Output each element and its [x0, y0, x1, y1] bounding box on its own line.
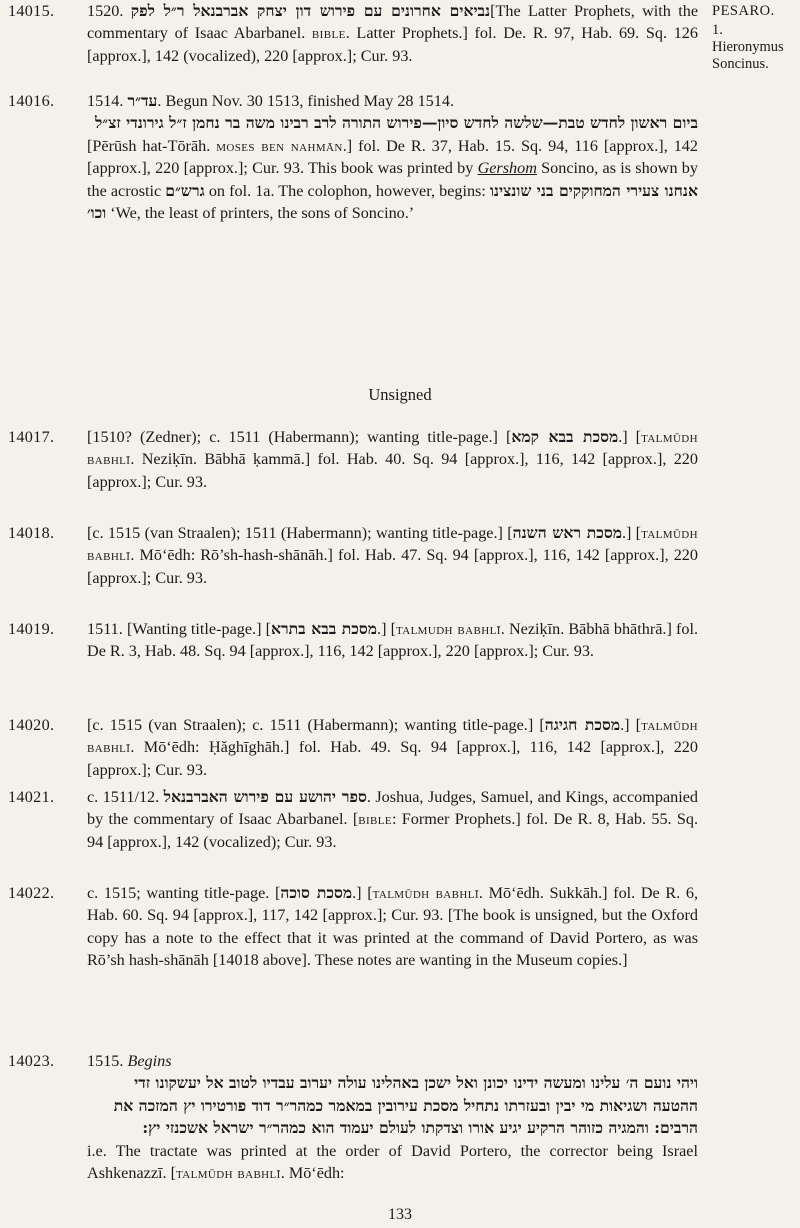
entry-14022 [8, 882, 698, 972]
entry-body [87, 714, 698, 781]
entry-text: . Neziḳīn. Bābhā bhāthrā.] fol. De R. 3, Hab. 48. Sq. 94 [approx.], 116, 142 [approx.], 220 [approx.]; Cur. 93. [87, 620, 698, 661]
margin-notes [712, 0, 800, 73]
entry-body [87, 882, 698, 972]
entry-14021 [8, 786, 698, 853]
entry-text: i.e. The tractate was printed at the order of David Portero, the corrector being Israel Ashkenazzī. [ [87, 1141, 698, 1183]
entry-text: . Mō‘ēdh. Sukkāh.] fol. De R. 6, Hab. 60. Sq. 94 [approx.], 117, 142 [approx.]; Cur. 93. [The book is unsigned, but the Oxford copy has a note to the effect that it was printed at the command of David Portero, as was Rō’sh hash-shānāh [14018 above]. These notes are wanting in the Museum copies.] [87, 884, 699, 970]
entry-text: . Begun Nov. 30 1513, finished May 28 1514. [157, 92, 454, 110]
catalogue-heading: talmūdh babhlī [176, 1164, 281, 1183]
entry-body [87, 90, 698, 224]
entry-number: 14022. [8, 884, 55, 902]
hebrew-incipit: ביום ראשון לחדש טבת—שלשה לחדש סיון—פירוש התורה לרב רבינו משה בר נחמן ז״ל גירונדי זצ״ל [95, 113, 698, 133]
entry-number: 14021. [8, 788, 55, 806]
entry-text: . Latter Prophets.] fol. De. R. 97, Hab. 69. Sq. 126 [approx.], 142 (vocalized), 220 [approx.]; Cur. 93. [87, 24, 698, 65]
entry-text: . Neziḳīn. Bābhā ḳammā.] fol. Hab. 40. Sq. 94 [approx.], 116, 142 [approx.], 220 [approx.]; Cur. 93. [87, 450, 698, 491]
entry-14015 [8, 0, 698, 67]
entry-number: 14019. [8, 620, 55, 638]
entry-text: . Mō‘ēdh: Ḥăghīghāh.] fol. Hab. 49. Sq. 94 [approx.], 116, 142 [approx.], 220 [approx.]; Cur. 93. [87, 738, 698, 779]
entry-year: 1515. [87, 1052, 128, 1070]
hebrew-acrostic: גרש״ם [165, 180, 205, 200]
page-number: 133 [388, 1206, 412, 1223]
entry-body [87, 786, 698, 853]
catalogue-heading: talmudh babhlī [395, 620, 501, 638]
catalogue-heading: talmūdh babhlī [87, 524, 698, 565]
entry-text: [c. 1515 (van Straalen); c. 1511 (Habermann); wanting title-page.] [ [87, 716, 545, 734]
catalogue-heading: bible [311, 24, 346, 43]
entry-number: 14016. [8, 92, 55, 110]
printer-name: Gershom [477, 159, 537, 178]
entry-text: Soncino, as is shown by the acrostic [87, 159, 698, 200]
entry-text: [The Latter Prophets, with the commentary of Isaac Abarbanel. [87, 2, 699, 43]
entry-text: .] [ [620, 716, 642, 734]
entry-text: 1511. [Wanting title-page.] [ [87, 620, 271, 638]
entry-text: [1510? (Zedner); c. 1511 (Habermann); wanting title-page.] [ [87, 428, 512, 446]
entry-text: .] [ [377, 620, 396, 638]
hebrew-title: מסכת בבא בתרא [271, 619, 378, 638]
hebrew-title: נביאים אחרונים עם פירוש דון יצחק אברבנאל ר״ל לפק [130, 1, 491, 20]
entry-text: .] [ [352, 884, 373, 902]
entry-body [87, 426, 698, 493]
margin-note: 1. Hieronymus Soncinus. [712, 22, 784, 72]
entry-14023 [8, 1050, 698, 1184]
entry-year: 1514. [87, 92, 128, 110]
entry-text: [c. 1515 (van Straalen); 1511 (Habermann); wanting title-page.] [ [87, 524, 513, 542]
entry-text: .] [ [621, 524, 642, 542]
entry-text: .] fol. De R. 37, Hab. 15. Sq. 94, 116 [approx.], 142 [approx.], 220 [approx.]; Cur. 93. This book was printed by [87, 136, 698, 178]
hebrew-year: עד״ר [127, 91, 158, 110]
entry-14019 [8, 618, 698, 663]
begins-label: Begins [127, 1052, 172, 1070]
entry-text: c. 1511/12. [87, 788, 164, 806]
hebrew-colophon: אנחנו צעירי המחוקקים בני שונצינו וכו׳ [87, 180, 698, 223]
entry-text: . Joshua, Judges, Samuel, and Kings, accompanied by the commentary of Isaac Abarbanel. [ [87, 788, 698, 829]
entry-number: 14020. [8, 716, 55, 734]
entry-body [87, 1050, 698, 1184]
catalogue-heading: talmūdh babhlī [87, 428, 698, 469]
entry-text: c. 1515; wanting title-page. [ [87, 884, 281, 902]
catalogue-heading: talmūdh babhlī [87, 716, 698, 757]
hebrew-title: מסכת בבא קמא [511, 427, 619, 446]
hebrew-title: מסכת ראש השנה [512, 523, 622, 542]
entry-14018 [8, 522, 698, 589]
entry-number: 14015. [8, 2, 55, 20]
entry-14017 [8, 426, 698, 493]
catalogue-heading: talmūdh babhlī [372, 884, 479, 902]
hebrew-incipit: ויהי נועם ה׳ עלינו ומעשה ידינו יכונן ואל ישכן באהלינו עולה יערוב עבדיו לטוב אל יעשקונו זדי ההטעה ושגיאות מי יבין ובעזרתו נתחיל מסכת עירובין במאמר כמהר״ר דוד פורטירו יץ המזכה את הרבים: והמגיה כזוהר הרקיע יגיע אורו וצדקתו לעולם יעמוד הוא כמהר״ר ישראל אשכנזי יץ: [113, 1073, 698, 1138]
entry-text: on fol. 1a. The colophon, however, begins: [204, 181, 490, 200]
entry-text: . Mō‘ēdh: Rō’sh-hash-shānāh.] fol. Hab. 47. Sq. 94 [approx.], 116, 142 [approx.], 220 [approx.]; Cur. 93. [87, 546, 698, 587]
margin-heading: PESARO. [712, 3, 775, 19]
entry-number: 14017. [8, 428, 55, 446]
entry-number: 14018. [8, 524, 55, 542]
entry-text: .] [ [618, 428, 642, 446]
entry-body [87, 522, 698, 589]
hebrew-title: מסכת חגיגה [544, 715, 621, 734]
entry-text: : Former Prophets.] fol. De R. 8, Hab. 55. Sq. 94 [approx.], 142 (vocalized); Cur. 93. [87, 810, 699, 851]
unsigned-heading: Unsigned [368, 385, 432, 404]
entry-year: 1520. [87, 2, 124, 20]
entry-14016 [8, 90, 698, 224]
entry-number: 14023. [8, 1052, 55, 1070]
entry-body [87, 618, 698, 663]
hebrew-title: ספר יהושע עם פירוש האברבנאל [163, 787, 367, 806]
catalogue-heading: moses ben nahmān [216, 136, 343, 155]
entry-body [87, 0, 698, 67]
entry-14020 [8, 714, 698, 781]
catalogue-heading: bible [358, 810, 392, 829]
entry-text: . Mō‘ēdh: [280, 1164, 345, 1183]
hebrew-title: מסכת סוכה [280, 883, 353, 902]
entry-text: ‘We, the least of printers, the sons of Soncino.’ [106, 204, 415, 223]
entry-text: [Pērūsh hat-Tōrāh. [87, 136, 217, 155]
